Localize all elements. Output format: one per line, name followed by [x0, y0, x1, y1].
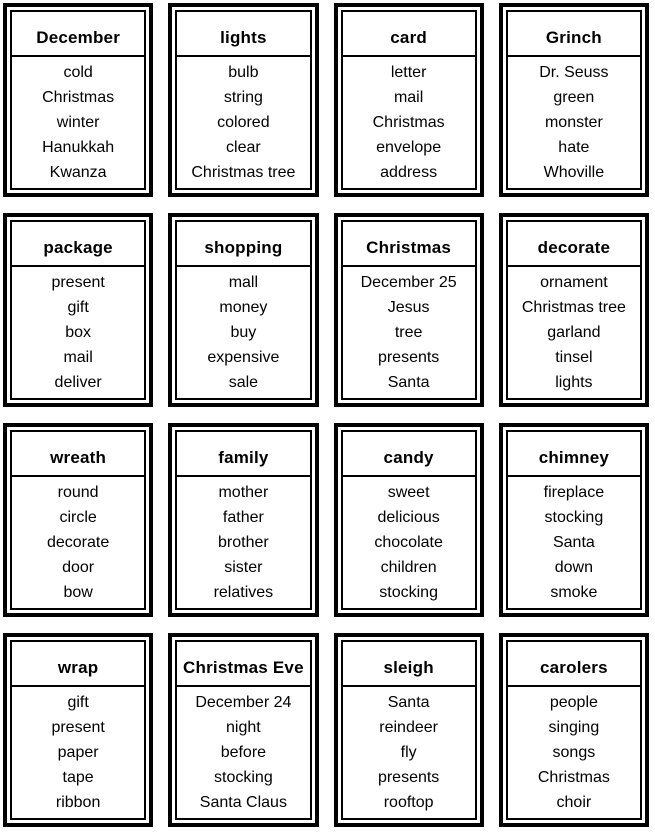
- taboo-card: [3, 3, 153, 197]
- card-word: mail: [63, 349, 93, 366]
- card-word-list: [177, 477, 309, 608]
- card-word-list: [508, 477, 640, 608]
- card-word: December 25: [360, 274, 457, 291]
- card-inner-frame: [341, 640, 477, 820]
- card-word: Dr. Seuss: [539, 64, 609, 81]
- card-word: present: [51, 719, 105, 736]
- card-title: wrap: [57, 658, 99, 677]
- card-word: before: [220, 744, 267, 761]
- card-word: Christmas: [537, 769, 610, 786]
- card-word: Kwanza: [49, 164, 107, 181]
- card-word: ribbon: [55, 794, 101, 811]
- card-word: clear: [226, 139, 261, 156]
- card-word: December 24: [195, 694, 292, 711]
- card-word: envelope: [376, 139, 442, 156]
- card-word: bulb: [228, 64, 259, 81]
- card-word: Santa Claus: [199, 794, 287, 811]
- card-inner-frame: [341, 10, 477, 190]
- card-word: Christmas: [372, 114, 445, 131]
- card-word: stocking: [544, 509, 604, 526]
- card-word: presents: [377, 349, 440, 366]
- card-word: father: [222, 509, 264, 526]
- taboo-card: [334, 423, 484, 617]
- card-word: sale: [228, 374, 259, 391]
- card-word: Christmas tree: [521, 299, 626, 316]
- card-word: money: [219, 299, 268, 316]
- card-word: relatives: [213, 584, 274, 601]
- card-word: reindeer: [379, 719, 438, 736]
- taboo-card: [499, 633, 649, 827]
- card-word: mother: [218, 484, 269, 501]
- card-inner-frame: [10, 220, 146, 400]
- card-title: December: [36, 28, 121, 47]
- card-inner-frame: [10, 10, 146, 190]
- card-title: candy: [383, 448, 434, 467]
- card-word-list: [343, 687, 475, 818]
- taboo-card: [499, 3, 649, 197]
- card-word: Christmas: [42, 89, 115, 106]
- card-word: paper: [57, 744, 99, 761]
- card-word-list: [12, 477, 144, 608]
- card-word: Whoville: [543, 164, 605, 181]
- card-title: carolers: [539, 658, 608, 677]
- card-word: lights: [555, 374, 593, 391]
- card-inner-frame: [506, 220, 642, 400]
- card-title: lights: [220, 28, 267, 47]
- card-word: mall: [228, 274, 259, 291]
- card-word: people: [549, 694, 598, 711]
- card-title: Christmas: [366, 238, 452, 257]
- taboo-card: [334, 213, 484, 407]
- card-title: Grinch: [545, 28, 602, 47]
- card-word: hate: [558, 139, 590, 156]
- card-inner-frame: [175, 430, 311, 610]
- taboo-card: [3, 423, 153, 617]
- card-title: wreath: [50, 448, 107, 467]
- taboo-card: [168, 423, 318, 617]
- card-inner-frame: [506, 10, 642, 190]
- card-word: present: [51, 274, 105, 291]
- card-word: letter: [390, 64, 427, 81]
- taboo-card: [3, 213, 153, 407]
- card-word: gift: [67, 694, 89, 711]
- card-title: card: [390, 28, 427, 47]
- card-word: delicious: [377, 509, 440, 526]
- card-word: fly: [400, 744, 417, 761]
- card-word: tape: [62, 769, 94, 786]
- card-word: singing: [548, 719, 600, 736]
- card-word: Christmas tree: [191, 164, 296, 181]
- card-word: rooftop: [383, 794, 434, 811]
- card-inner-frame: [341, 430, 477, 610]
- card-inner-frame: [10, 430, 146, 610]
- card-word-list: [177, 57, 309, 188]
- card-word: mail: [393, 89, 424, 106]
- card-inner-frame: [175, 640, 311, 820]
- card-word: Hanukkah: [42, 139, 115, 156]
- card-word: tinsel: [555, 349, 593, 366]
- card-title: shopping: [204, 238, 283, 257]
- card-word: green: [553, 89, 595, 106]
- card-word: buy: [230, 324, 257, 341]
- card-word: decorate: [46, 534, 110, 551]
- card-word: address: [380, 164, 438, 181]
- taboo-card: [334, 3, 484, 197]
- card-word: monster: [544, 114, 603, 131]
- card-title: chimney: [538, 448, 610, 467]
- card-word: winter: [56, 114, 100, 131]
- card-word: stocking: [214, 769, 273, 786]
- card-inner-frame: [175, 10, 311, 190]
- card-word-list: [508, 687, 640, 818]
- card-word: smoke: [550, 584, 598, 601]
- taboo-card: [499, 423, 649, 617]
- card-word: ornament: [540, 274, 608, 291]
- card-word: deliver: [54, 374, 102, 391]
- taboo-card: [168, 3, 318, 197]
- card-inner-frame: [10, 640, 146, 820]
- card-word: cold: [63, 64, 93, 81]
- card-word: circle: [59, 509, 97, 526]
- card-word: down: [554, 559, 593, 576]
- card-word: tree: [394, 324, 423, 341]
- card-word: choir: [556, 794, 592, 811]
- card-word: expensive: [207, 349, 280, 366]
- card-title: package: [43, 238, 113, 257]
- card-inner-frame: [175, 220, 311, 400]
- card-word: fireplace: [543, 484, 605, 501]
- card-word: colored: [217, 114, 270, 131]
- card-word: stocking: [379, 584, 438, 601]
- card-word-list: [12, 57, 144, 188]
- card-word: songs: [552, 744, 596, 761]
- card-word: children: [380, 559, 437, 576]
- card-word: sister: [224, 559, 263, 576]
- card-word: Santa: [387, 694, 430, 711]
- card-word: Jesus: [387, 299, 430, 316]
- card-inner-frame: [341, 220, 477, 400]
- taboo-card: [499, 213, 649, 407]
- card-title: Christmas Eve: [183, 658, 304, 677]
- card-word-list: [343, 267, 475, 398]
- card-word: brother: [218, 534, 269, 551]
- card-word: bow: [63, 584, 93, 601]
- card-word-list: [177, 267, 309, 398]
- card-word: gift: [67, 299, 89, 316]
- card-word: door: [62, 559, 95, 576]
- card-word-list: [343, 477, 475, 608]
- taboo-card: [168, 213, 318, 407]
- taboo-card: [168, 633, 318, 827]
- card-inner-frame: [506, 430, 642, 610]
- card-word: sweet: [387, 484, 430, 501]
- taboo-card: [3, 633, 153, 827]
- card-word-list: [12, 687, 144, 818]
- card-title: decorate: [537, 238, 611, 257]
- card-word-list: [343, 57, 475, 188]
- card-word: Santa: [387, 374, 430, 391]
- card-word: string: [223, 89, 263, 106]
- card-word-list: [12, 267, 144, 398]
- card-inner-frame: [506, 640, 642, 820]
- card-title: family: [218, 448, 269, 467]
- card-word: garland: [547, 324, 601, 341]
- taboo-card: [334, 633, 484, 827]
- card-word-list: [177, 687, 309, 818]
- card-word: round: [57, 484, 99, 501]
- card-word: presents: [377, 769, 440, 786]
- card-word: chocolate: [374, 534, 443, 551]
- card-title: sleigh: [383, 658, 434, 677]
- card-word: night: [226, 719, 261, 736]
- card-word: Santa: [552, 534, 595, 551]
- card-word-list: [508, 267, 640, 398]
- card-word-list: [508, 57, 640, 188]
- card-word: box: [65, 324, 92, 341]
